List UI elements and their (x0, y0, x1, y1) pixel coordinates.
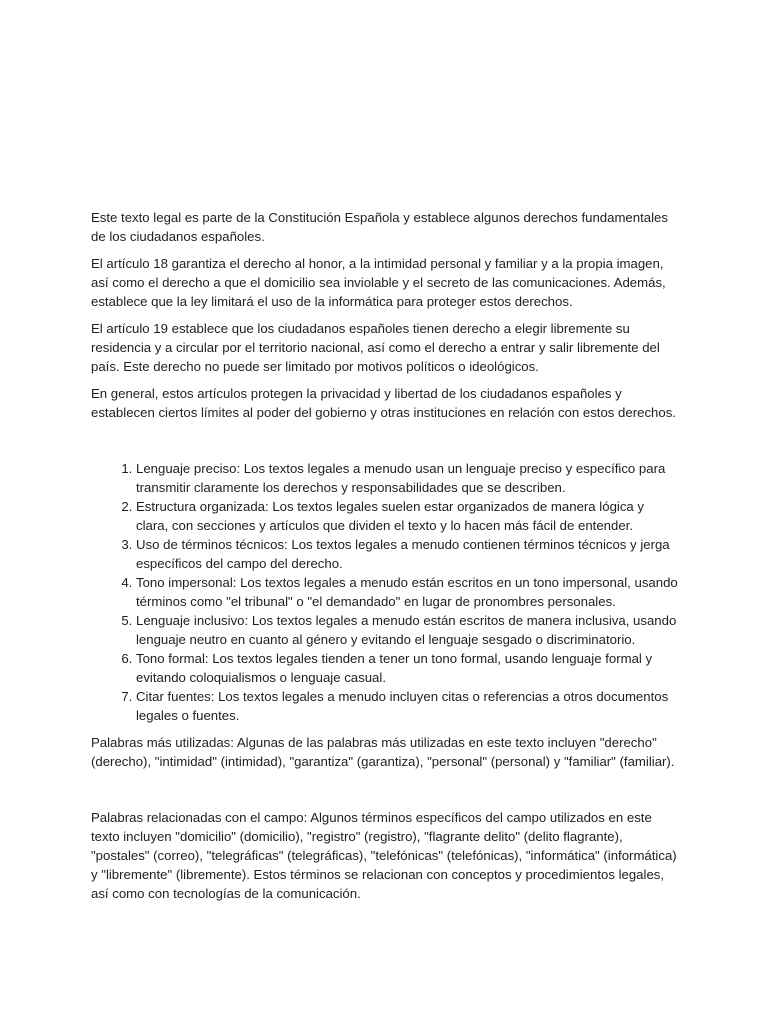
summary-paragraph: En general, estos artículos protegen la privacidad y libertad de los ciudadanos españoles y establecen ciertos límites al poder del gobierno y otras instituciones en relación con estos derechos. (91, 386, 676, 420)
intro-paragraph: Este texto legal es parte de la Constitución Española y establece algunos derechos fundamentales de los ciudadanos españoles. (91, 210, 668, 244)
list-item: 1. Lenguaje preciso: Los textos legales a menudo usan un lenguaje preciso y específico para transmitir claramente los derechos y responsabilidades que se describen. (136, 459, 679, 497)
article-18-paragraph: El artículo 18 garantiza el derecho al honor, a la intimidad personal y familiar y a la propia imagen, así como el derecho a que el domicilio sea inviolable y el secreto de las comunicaciones. Además, establece que la ley limitará el uso de la informática para proteger estos derechos. (91, 256, 666, 309)
article-19-paragraph: El artículo 19 establece que los ciudadanos españoles tienen derecho a elegir libremente su residencia y a circular por el territorio nacional, así como el derecho a entrar y salir libremente del país. Este derecho no puede ser limitado por motivos políticos o ideológicos. (91, 321, 660, 374)
spacer (91, 779, 679, 808)
spacer (91, 430, 679, 459)
list-item: 6. Tono formal: Los textos legales tienden a tener un tono formal, usando lenguaje formal y evitando coloquialismos o lenguaje casual. (136, 649, 679, 687)
document-body (91, 208, 679, 911)
list-item: 3. Uso de términos técnicos: Los textos legales a menudo contienen términos técnicos y jerga específicos del campo del derecho. (136, 535, 679, 573)
related-words-paragraph: Palabras relacionadas con el campo: Algunos términos específicos del campo utilizados en este texto incluyen "domicilio" (domicilio), "registro" (registro), "flagrante delito" (delito flagrante), "postales" (correo), "telegráficas" (telegráficas), "telefónicas" (telefónicas), "informática" (informática) y "libremente" (libremente). Estos términos se relacionan con conceptos y procedimientos legales, así como con tecnologías de la comunicación. (91, 810, 677, 901)
list-item: 5. Lenguaje inclusivo: Los textos legales a menudo están escritos de manera inclusiva, usando lenguaje neutro en cuanto al género y evitando el lenguaje sesgado o discriminatorio. (136, 611, 679, 649)
list-item: 2. Estructura organizada: Los textos legales suelen estar organizados de manera lógica y clara, con secciones y artículos que dividen el texto y lo hacen más fácil de entender. (136, 497, 679, 535)
features-list (91, 459, 679, 725)
list-item: 4. Tono impersonal: Los textos legales a menudo están escritos en un tono impersonal, usando términos como "el tribunal" o "el demandado" en lugar de pronombres personales. (136, 573, 679, 611)
list-item: 7. Citar fuentes: Los textos legales a menudo incluyen citas o referencias a otros documentos legales o fuentes. (136, 687, 679, 725)
most-used-words-paragraph: Palabras más utilizadas: Algunas de las palabras más utilizadas en este texto incluyen "derecho" (derecho), "intimidad" (intimidad), "garantiza" (garantiza), "personal" (personal) y "familiar" (familiar). (91, 735, 675, 769)
